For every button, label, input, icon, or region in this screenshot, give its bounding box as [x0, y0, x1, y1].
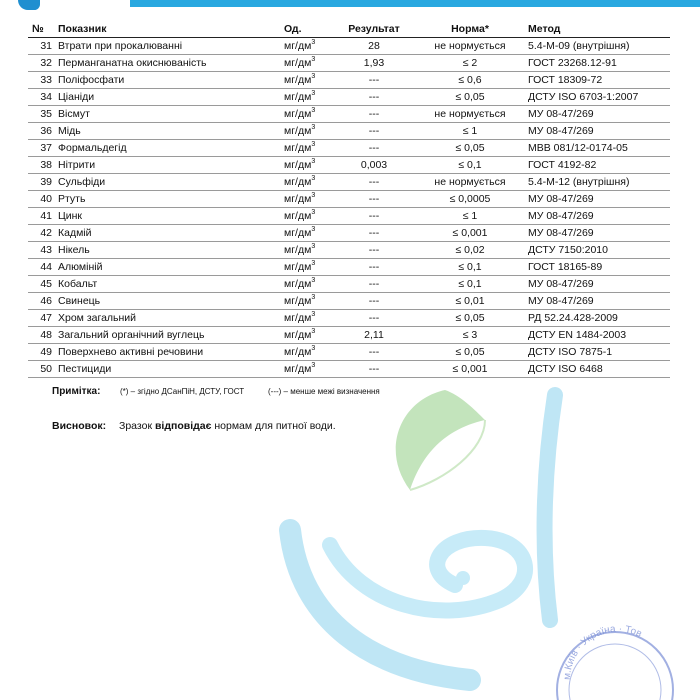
unit-base: мг/дм	[284, 244, 312, 256]
unit-base: мг/дм	[284, 40, 312, 52]
row-norm: ≤ 0,6	[414, 72, 524, 89]
row-method: ДСТУ ISO 7875-1	[524, 344, 670, 361]
row-result: ---	[332, 72, 414, 89]
conclusion-suffix: нормам для питної води.	[211, 420, 336, 432]
svg-text:м.Київ · Україна · Тов	[562, 624, 643, 681]
row-num: 49	[28, 344, 54, 361]
row-result: ---	[332, 106, 414, 123]
unit-exponent: 3	[311, 293, 316, 301]
unit-exponent: 3	[311, 208, 316, 216]
row-norm: ≤ 0,05	[414, 310, 524, 327]
row-unit	[280, 225, 332, 242]
row-name: Формальдегід	[54, 140, 280, 157]
row-method: ДСТУ ISO 6468	[524, 361, 670, 378]
unit-exponent: 3	[311, 140, 316, 148]
row-norm: ≤ 1	[414, 208, 524, 225]
unit-exponent: 3	[311, 106, 316, 114]
row-method: МУ 08-47/269	[524, 225, 670, 242]
conclusion-prefix: Зразок	[119, 420, 155, 432]
row-norm: ≤ 0,001	[414, 361, 524, 378]
row-num: 35	[28, 106, 54, 123]
table-row	[28, 208, 670, 225]
row-method: 5.4-М-09 (внутрішня)	[524, 38, 670, 55]
unit-base: мг/дм	[284, 176, 312, 188]
row-unit	[280, 38, 332, 55]
row-method: МУ 08-47/269	[524, 276, 670, 293]
row-result: ---	[332, 174, 414, 191]
unit-base: мг/дм	[284, 312, 312, 324]
row-unit	[280, 55, 332, 72]
row-method: МВВ 081/12-0174-05	[524, 140, 670, 157]
conclusion	[52, 420, 336, 432]
row-norm: не нормується	[414, 106, 524, 123]
row-norm: ≤ 0,05	[414, 344, 524, 361]
row-method: МУ 08-47/269	[524, 123, 670, 140]
unit-exponent: 3	[311, 55, 316, 63]
unit-base: мг/дм	[284, 91, 312, 103]
row-unit	[280, 344, 332, 361]
row-name: Поліфосфати	[54, 72, 280, 89]
unit-exponent: 3	[311, 259, 316, 267]
row-result: ---	[332, 123, 414, 140]
row-name: Кадмій	[54, 225, 280, 242]
table-row	[28, 259, 670, 276]
table-row	[28, 225, 670, 242]
row-name: Алюміній	[54, 259, 280, 276]
note-norm-source: (*) – згідно ДСанПіН, ДСТУ, ГОСТ	[120, 387, 245, 396]
row-result: ---	[332, 225, 414, 242]
table-body	[28, 38, 670, 378]
unit-base: мг/дм	[284, 159, 312, 171]
row-result: ---	[332, 242, 414, 259]
row-norm: ≤ 0,02	[414, 242, 524, 259]
row-method: ДСТУ ISO 6703-1:2007	[524, 89, 670, 106]
unit-exponent: 3	[311, 327, 316, 335]
row-result: 2,11	[332, 327, 414, 344]
table-row	[28, 191, 670, 208]
unit-base: мг/дм	[284, 193, 312, 205]
row-norm: ≤ 2	[414, 55, 524, 72]
row-result: ---	[332, 276, 414, 293]
row-result: ---	[332, 208, 414, 225]
row-name: Ціаніди	[54, 89, 280, 106]
row-name: Втрати при прокалюванні	[54, 38, 280, 55]
unit-exponent: 3	[311, 123, 316, 131]
conclusion-verdict: відповідає	[154, 420, 212, 432]
stamp-text: м.Київ · Україна · Тов	[561, 623, 644, 681]
row-num: 39	[28, 174, 54, 191]
unit-base: мг/дм	[284, 74, 312, 86]
row-num: 31	[28, 38, 54, 55]
row-name: Перманганатна окиснюваність	[54, 55, 280, 72]
col-num: №	[28, 20, 54, 38]
unit-base: мг/дм	[284, 261, 312, 273]
row-unit	[280, 191, 332, 208]
table-row	[28, 310, 670, 327]
row-method: МУ 08-47/269	[524, 208, 670, 225]
row-num: 47	[28, 310, 54, 327]
table-row	[28, 276, 670, 293]
logo-fragment	[18, 0, 40, 10]
row-name: Хром загальний	[54, 310, 280, 327]
unit-base: мг/дм	[284, 227, 312, 239]
row-norm: ≤ 3	[414, 327, 524, 344]
unit-exponent: 3	[311, 157, 316, 165]
row-result: 28	[332, 38, 414, 55]
row-method: ДСТУ 7150:2010	[524, 242, 670, 259]
col-name: Показник	[54, 20, 280, 38]
row-method: МУ 08-47/269	[524, 293, 670, 310]
row-norm: ≤ 0,05	[414, 89, 524, 106]
row-num: 37	[28, 140, 54, 157]
row-norm: ≤ 0,001	[414, 225, 524, 242]
unit-exponent: 3	[311, 276, 316, 284]
unit-exponent: 3	[311, 72, 316, 80]
row-result: ---	[332, 310, 414, 327]
row-method: МУ 08-47/269	[524, 106, 670, 123]
row-norm: не нормується	[414, 174, 524, 191]
unit-base: мг/дм	[284, 363, 312, 375]
row-num: 33	[28, 72, 54, 89]
row-num: 50	[28, 361, 54, 378]
table-row	[28, 106, 670, 123]
table-row	[28, 157, 670, 174]
col-unit: Од.	[280, 20, 332, 38]
row-num: 32	[28, 55, 54, 72]
row-norm: ≤ 0,01	[414, 293, 524, 310]
unit-base: мг/дм	[284, 346, 312, 358]
col-method: Метод	[524, 20, 670, 38]
note-label: Примітка:	[52, 386, 101, 397]
row-unit	[280, 174, 332, 191]
unit-base: мг/дм	[284, 329, 312, 341]
row-unit	[280, 208, 332, 225]
unit-base: мг/дм	[284, 108, 312, 120]
note-below-limit: (---) – менше межі визначення	[268, 387, 380, 396]
unit-base: мг/дм	[284, 210, 312, 222]
table-row	[28, 174, 670, 191]
row-unit	[280, 157, 332, 174]
row-norm: ≤ 0,1	[414, 157, 524, 174]
row-name: Нікель	[54, 242, 280, 259]
unit-base: мг/дм	[284, 142, 312, 154]
row-unit	[280, 310, 332, 327]
unit-base: мг/дм	[284, 57, 312, 69]
row-num: 45	[28, 276, 54, 293]
row-norm: ≤ 0,05	[414, 140, 524, 157]
row-result: ---	[332, 89, 414, 106]
table-row	[28, 55, 670, 72]
notes	[52, 386, 380, 397]
unit-exponent: 3	[311, 38, 316, 46]
row-result: ---	[332, 344, 414, 361]
row-num: 46	[28, 293, 54, 310]
row-num: 36	[28, 123, 54, 140]
row-method: МУ 08-47/269	[524, 191, 670, 208]
unit-exponent: 3	[311, 225, 316, 233]
row-name: Загальний органічний вуглець	[54, 327, 280, 344]
row-name: Пестициди	[54, 361, 280, 378]
table-row	[28, 89, 670, 106]
row-num: 42	[28, 225, 54, 242]
unit-exponent: 3	[311, 174, 316, 182]
row-norm: не нормується	[414, 38, 524, 55]
row-result: 0,003	[332, 157, 414, 174]
table-row	[28, 242, 670, 259]
unit-exponent: 3	[311, 344, 316, 352]
row-result: ---	[332, 293, 414, 310]
row-unit	[280, 140, 332, 157]
col-result: Результат	[332, 20, 414, 38]
row-num: 44	[28, 259, 54, 276]
row-method: РД 52.24.428-2009	[524, 310, 670, 327]
row-num: 48	[28, 327, 54, 344]
table-row	[28, 140, 670, 157]
row-unit	[280, 327, 332, 344]
row-num: 43	[28, 242, 54, 259]
row-num: 34	[28, 89, 54, 106]
table-header-row	[28, 20, 670, 38]
table-row	[28, 327, 670, 344]
row-name: Мідь	[54, 123, 280, 140]
row-name: Цинк	[54, 208, 280, 225]
unit-exponent: 3	[311, 242, 316, 250]
table-row	[28, 72, 670, 89]
row-name: Сульфіди	[54, 174, 280, 191]
row-name: Свинець	[54, 293, 280, 310]
row-method: 5.4-М-12 (внутрішня)	[524, 174, 670, 191]
row-norm: ≤ 0,1	[414, 259, 524, 276]
row-num: 41	[28, 208, 54, 225]
row-unit	[280, 89, 332, 106]
table-row	[28, 344, 670, 361]
conclusion-label: Висновок:	[52, 420, 107, 432]
row-method: ГОСТ 18309-72	[524, 72, 670, 89]
row-method: ГОСТ 18165-89	[524, 259, 670, 276]
row-unit	[280, 361, 332, 378]
row-unit	[280, 242, 332, 259]
unit-base: мг/дм	[284, 125, 312, 137]
row-unit	[280, 72, 332, 89]
row-method: ДСТУ EN 1484-2003	[524, 327, 670, 344]
row-norm: ≤ 0,0005	[414, 191, 524, 208]
unit-exponent: 3	[311, 89, 316, 97]
table-row	[28, 38, 670, 55]
results-table	[28, 20, 670, 378]
header-band	[130, 0, 700, 7]
unit-exponent: 3	[311, 191, 316, 199]
conclusion-text	[119, 420, 336, 432]
row-num: 40	[28, 191, 54, 208]
table-row	[28, 123, 670, 140]
row-norm: ≤ 0,1	[414, 276, 524, 293]
row-norm: ≤ 1	[414, 123, 524, 140]
row-name: Ртуть	[54, 191, 280, 208]
row-result: ---	[332, 361, 414, 378]
row-result: 1,93	[332, 55, 414, 72]
row-method: ГОСТ 4192-82	[524, 157, 670, 174]
row-result: ---	[332, 140, 414, 157]
row-name: Вісмут	[54, 106, 280, 123]
row-name: Нітрити	[54, 157, 280, 174]
row-num: 38	[28, 157, 54, 174]
row-unit	[280, 293, 332, 310]
row-result: ---	[332, 259, 414, 276]
unit-base: мг/дм	[284, 278, 312, 290]
unit-exponent: 3	[311, 310, 316, 318]
table-row	[28, 361, 670, 378]
row-unit	[280, 106, 332, 123]
col-norm: Норма*	[414, 20, 524, 38]
row-name: Поверхнево активні речовини	[54, 344, 280, 361]
unit-base: мг/дм	[284, 295, 312, 307]
row-name: Кобальт	[54, 276, 280, 293]
row-result: ---	[332, 191, 414, 208]
table-row	[28, 293, 670, 310]
row-unit	[280, 259, 332, 276]
row-method: ГОСТ 23268.12-91	[524, 55, 670, 72]
row-unit	[280, 276, 332, 293]
row-unit	[280, 123, 332, 140]
unit-exponent: 3	[311, 361, 316, 369]
